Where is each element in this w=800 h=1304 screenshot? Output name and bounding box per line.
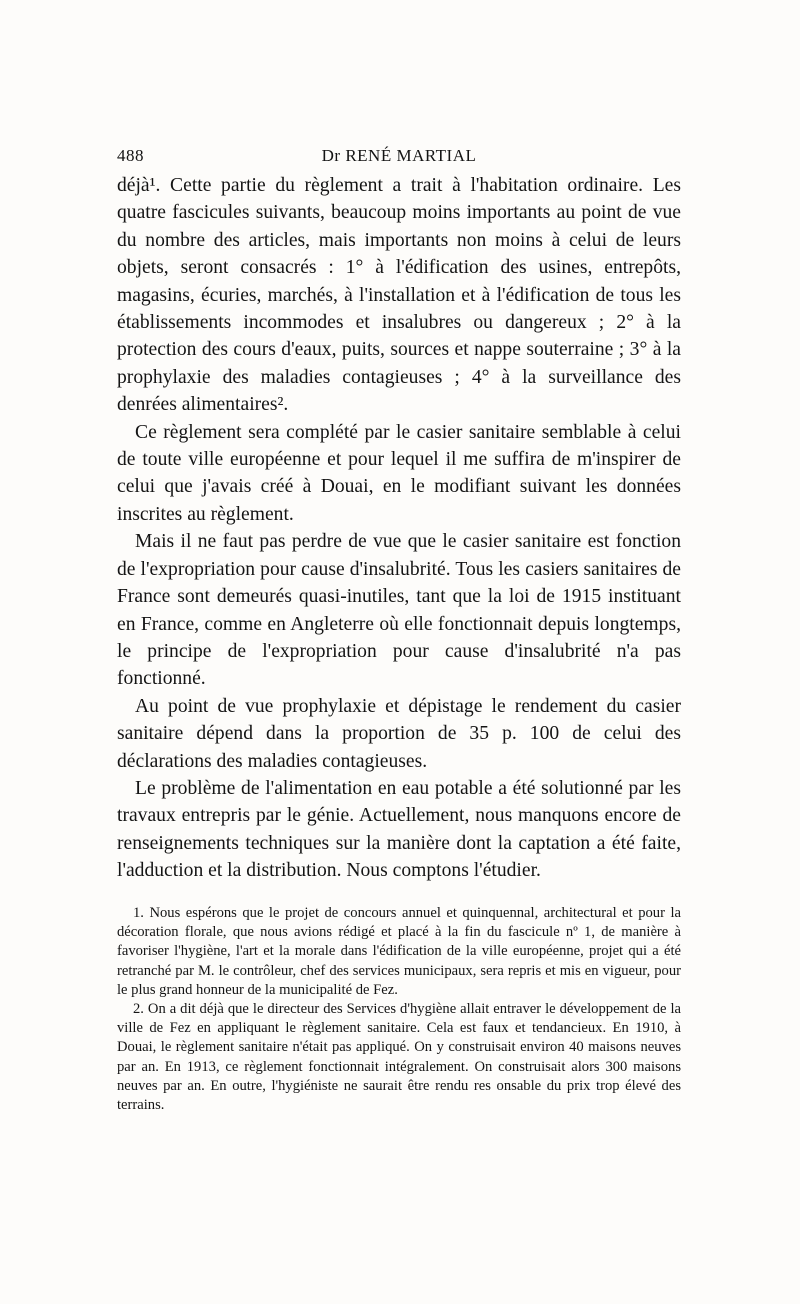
page-number: 488 [117,146,144,165]
footnote: 1. Nous espérons que le projet de concours annuel et quinquennal, architectural et pour la décoration florale, que nous avions rédigé et placé à la fin du fascicule nº 1, de manière à favoriser l'hygiène, l'art et la morale dans l'édification de la ville européenne, projet qui a été retranché par M. le contrôleur, chef des services municipaux, sera repris et mis en vigueur, pour le plus grand honneur de la municipalité de Fez. [117,905,681,998]
paragraph: Le problème de l'alimentation en eau potable a été solutionné par les travaux entrepris par le génie. Actuellement, nous manquons encore de renseignements techniques sur la manière dont la captation a été faite, l'adduction et la distribution. Nous comptons l'étudier. [117,777,681,882]
paragraph: Ce règlement sera complété par le casier sanitaire semblable à celui de toute ville européenne et pour lequel il me suffira de m'inspirer de celui que j'avais créé à Douai, en le modifiant suivant les données inscrites au règlement. [117,421,681,525]
page-header [117,146,681,168]
footnote: 2. On a dit déjà que le directeur des Services d'hygiène allait entraver le développement de la ville de Fez en appliquant le règlement sanitaire. Cela est faux et tendancieux. En 1910, à Douai, le règlement sanitaire n'était pas appliqué. On y construisait environ 40 maisons neuves par an. En 1913, ce règlement fonctionnait intégralement. On construisait alors 300 maisons neuves par an. En outre, l'hygiéniste ne saurait être rendu res onsable du prix trop élevé des terrains. [117,1001,681,1114]
paragraph: déjà¹. Cette partie du règlement a trait à l'habitation ordinaire. Les quatre fascicules suivants, beaucoup moins importants au point de vue du nombre des articles, mais importants non moins à celui de leurs objets, seront consacrés : 1° à l'édification des usines, entrepôts, magasins, écuries, marchés, à l'installation et à l'édification de tous les établissements incommodes et insalubres ou dangereux ; 2° à la protection des cours d'eaux, puits, sources et nappe souterraine ; 3° à la prophylaxie des maladies contagieuses ; 4° à la surveillance des denrées alimentaires². [117,175,681,416]
running-title: Dr RENÉ MARTIAL [321,146,477,165]
paragraph: Au point de vue prophylaxie et dépistage le rendement du casier sanitaire dépend dans la proportion de 35 p. 100 de celui des déclarations des maladies contagieuses. [117,695,681,772]
body-text [117,172,681,885]
paragraph: Mais il ne faut pas perdre de vue que le casier sanitaire est fonction de l'expropriation pour cause d'insalubrité. Tous les casiers sanitaires de France sont demeurés quasi-inutiles, tant que la loi de 1915 instituant en France, comme en Angleterre où elle fonctionnait depuis longtemps, le principe de l'expropriation pour cause d'insalubrité n'a pas fonctionné. [117,531,681,690]
footnotes [117,904,681,1115]
